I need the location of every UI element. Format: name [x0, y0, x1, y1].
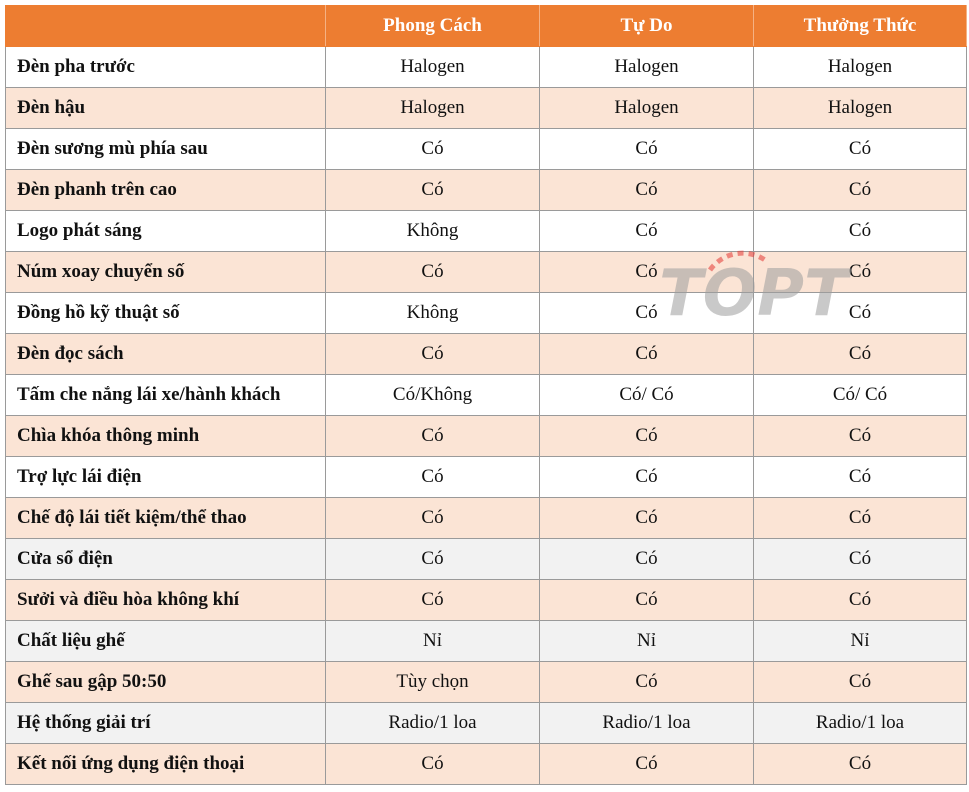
value-cell: Có: [754, 416, 967, 457]
table-row: [6, 334, 967, 375]
value-cell: Có: [540, 416, 754, 457]
value-cell: Có: [540, 293, 754, 334]
value-cell: Có: [540, 539, 754, 580]
value-cell: Halogen: [754, 47, 967, 88]
table-row: [6, 170, 967, 211]
header-corner: [6, 6, 326, 47]
value-cell: Có: [754, 129, 967, 170]
value-cell: Radio/1 loa: [326, 703, 540, 744]
feature-label: Đèn pha trước: [6, 47, 326, 88]
value-cell: Có: [540, 170, 754, 211]
value-cell: Nỉ: [754, 621, 967, 662]
value-cell: Có: [754, 580, 967, 621]
value-cell: Có: [540, 580, 754, 621]
value-cell: Có: [540, 334, 754, 375]
value-cell: Có/ Có: [540, 375, 754, 416]
feature-label: Tấm che nắng lái xe/hành khách: [6, 375, 326, 416]
table-row: [6, 457, 967, 498]
feature-label: Chế độ lái tiết kiệm/thể thao: [6, 498, 326, 539]
value-cell: Có: [540, 211, 754, 252]
table-row: [6, 703, 967, 744]
feature-label: Sưởi và điều hòa không khí: [6, 580, 326, 621]
feature-label: Ghế sau gập 50:50: [6, 662, 326, 703]
table-row: [6, 498, 967, 539]
table-row: [6, 621, 967, 662]
feature-label: Trợ lực lái điện: [6, 457, 326, 498]
value-cell: Có: [540, 129, 754, 170]
value-cell: Không: [326, 293, 540, 334]
table-row: [6, 744, 967, 785]
value-cell: Halogen: [540, 47, 754, 88]
value-cell: Có: [754, 252, 967, 293]
value-cell: Có: [326, 416, 540, 457]
value-cell: Halogen: [540, 88, 754, 129]
value-cell: Có: [540, 498, 754, 539]
feature-label: Đồng hồ kỹ thuật số: [6, 293, 326, 334]
value-cell: Có: [540, 744, 754, 785]
value-cell: Có: [326, 457, 540, 498]
feature-label: Đèn đọc sách: [6, 334, 326, 375]
table-row: [6, 293, 967, 334]
header-thuong-thuc: Thưởng Thức: [754, 6, 967, 47]
table-row: [6, 129, 967, 170]
value-cell: Nỉ: [326, 621, 540, 662]
value-cell: Có/Không: [326, 375, 540, 416]
value-cell: Halogen: [754, 88, 967, 129]
table-row: [6, 539, 967, 580]
feature-label: Chất liệu ghế: [6, 621, 326, 662]
feature-label: Đèn hậu: [6, 88, 326, 129]
value-cell: Có: [326, 539, 540, 580]
value-cell: Có: [754, 744, 967, 785]
value-cell: Có: [326, 580, 540, 621]
table-row: [6, 662, 967, 703]
value-cell: Có: [754, 211, 967, 252]
table-row: [6, 211, 967, 252]
feature-label: Đèn phanh trên cao: [6, 170, 326, 211]
watermark-text: TOPT: [659, 257, 848, 330]
header-tu-do: Tự Do: [540, 6, 754, 47]
value-cell: Tùy chọn: [326, 662, 540, 703]
value-cell: Có: [754, 662, 967, 703]
value-cell: Có: [754, 293, 967, 334]
value-cell: Có: [326, 744, 540, 785]
value-cell: Radio/1 loa: [754, 703, 967, 744]
value-cell: Có: [754, 457, 967, 498]
table-row: [6, 375, 967, 416]
value-cell: Có: [326, 170, 540, 211]
value-cell: Có: [326, 334, 540, 375]
value-cell: Có: [754, 539, 967, 580]
feature-label: Hệ thống giải trí: [6, 703, 326, 744]
value-cell: Có: [540, 662, 754, 703]
value-cell: Không: [326, 211, 540, 252]
value-cell: Có: [754, 498, 967, 539]
table-row: [6, 88, 967, 129]
feature-label: Cửa sổ điện: [6, 539, 326, 580]
table-row: [6, 416, 967, 457]
table-row: [6, 252, 967, 293]
table-row: [6, 47, 967, 88]
header-phong-cach: Phong Cách: [326, 6, 540, 47]
value-cell: Có: [754, 334, 967, 375]
value-cell: Có: [326, 129, 540, 170]
value-cell: Halogen: [326, 88, 540, 129]
feature-label: Kết nối ứng dụng điện thoại: [6, 744, 326, 785]
value-cell: Có: [540, 457, 754, 498]
value-cell: Có: [326, 498, 540, 539]
value-cell: Halogen: [326, 47, 540, 88]
header-row: [6, 6, 967, 47]
feature-label: Logo phát sáng: [6, 211, 326, 252]
feature-label: Núm xoay chuyển số: [6, 252, 326, 293]
table-row: [6, 580, 967, 621]
value-cell: Có: [326, 252, 540, 293]
value-cell: Có: [754, 170, 967, 211]
feature-label: Đèn sương mù phía sau: [6, 129, 326, 170]
value-cell: Có/ Có: [754, 375, 967, 416]
value-cell: Có: [540, 252, 754, 293]
value-cell: Nỉ: [540, 621, 754, 662]
value-cell: Radio/1 loa: [540, 703, 754, 744]
spec-table: [5, 5, 967, 785]
feature-label: Chìa khóa thông minh: [6, 416, 326, 457]
